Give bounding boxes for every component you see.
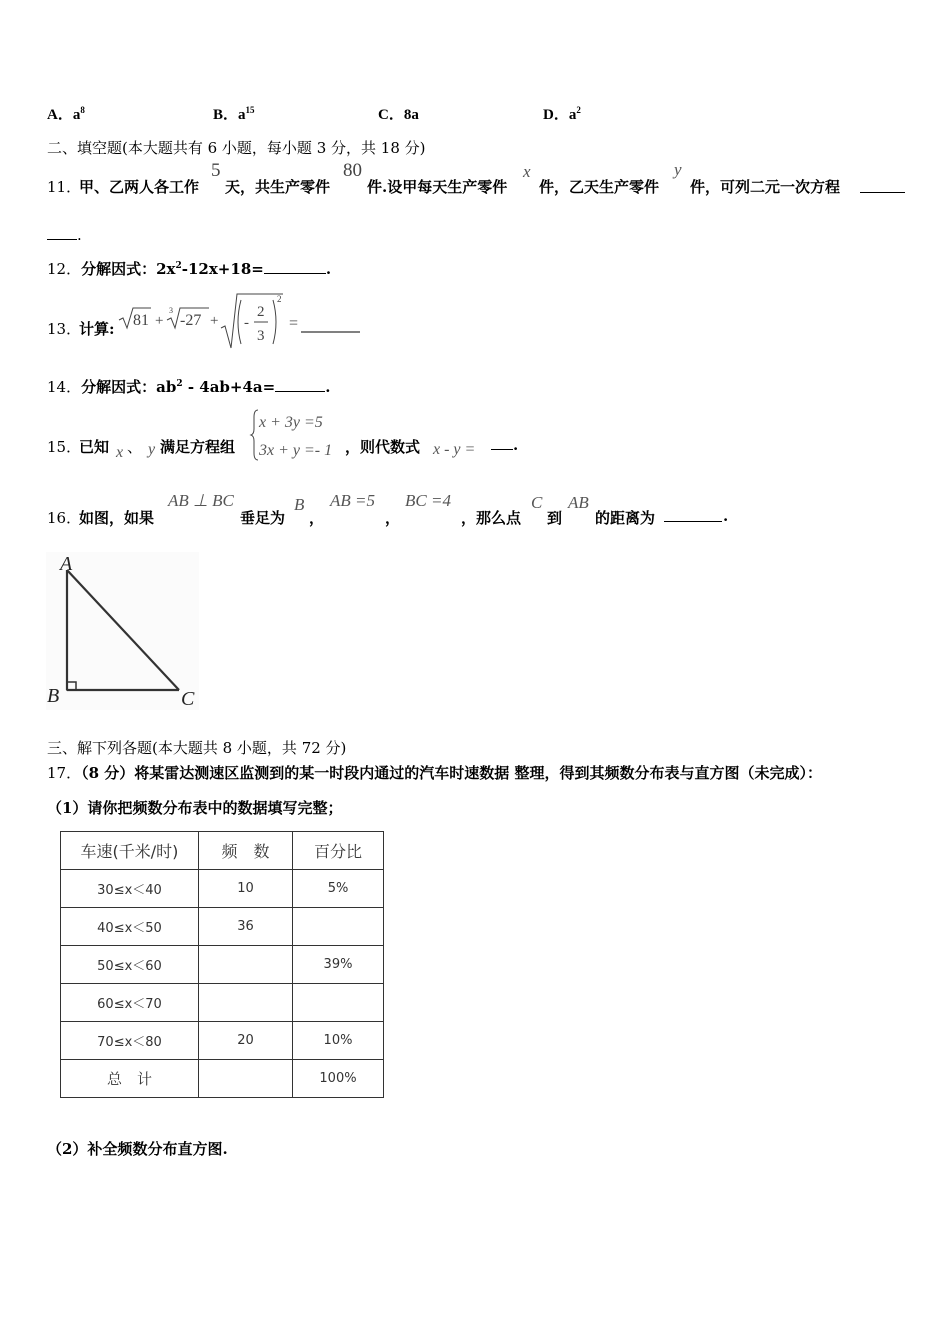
header-percentage: 百分比 — [293, 832, 384, 870]
question-17: 17．（8 分）将某雷达测速区监测到的某一时段内通过的汽车时速数据 整理，得到其频数分布表与直方图（未完成）： — [47, 764, 822, 782]
vertex-c-label: C — [181, 688, 195, 710]
q11-answer-blank-cont[interactable] — [47, 225, 77, 240]
q11-continuation: . — [47, 225, 82, 244]
header-frequency: 频 数 — [199, 832, 293, 870]
q11-text-4: 件，乙天生产零件 — [539, 178, 660, 196]
q16-math-b: B — [294, 495, 305, 514]
q15-equation-system — [249, 407, 359, 463]
section-2-title: 二、填空题(本大题共有 6 小题，每小题 3 分，共 18 分) — [47, 139, 426, 157]
blank-cell[interactable] — [199, 984, 293, 1022]
q11-answer-blank[interactable] — [860, 178, 905, 193]
q15-equation-1: x + 3y =5 — [259, 414, 323, 431]
question-13: 13． 计算: 81 + 3 -27 + - 2 3 2 = — [47, 292, 447, 352]
frequency-table — [60, 831, 384, 1098]
table-row: 70≤x＜80 20 10% — [61, 1022, 384, 1060]
q15-var-x: x — [116, 444, 124, 461]
q16-math-bc4: BC =4 — [405, 491, 451, 510]
question-16: 16． 如图，如果 AB ⊥ BC 垂足为 B ， AB =5 ， BC =4 ，那么点 C 到 AB 的距离为 . — [47, 491, 729, 527]
blank-cell[interactable] — [293, 984, 384, 1022]
header-speed: 车速(千米/时) — [61, 832, 199, 870]
table-header-row — [61, 832, 384, 870]
q11-text-3: 件.设甲每天生产零件 — [367, 178, 508, 196]
table-row-total: 总 计 100% — [61, 1060, 384, 1098]
q13-radical-expression — [117, 292, 417, 352]
q13-radicand-neg27: -27 — [180, 312, 202, 329]
blank-cell[interactable] — [199, 946, 293, 984]
q13-exponent: 2 — [277, 294, 282, 304]
question-14: 14．分解因式：$ab^2 - 4ab+4a=$ . — [47, 378, 331, 396]
option-b: B．$a^{15}$ — [213, 105, 255, 123]
q16-math-ab5: AB =5 — [330, 491, 375, 510]
option-d: D．$a^2$ — [543, 105, 581, 123]
table-row: 30≤x＜40 10 5% — [61, 870, 384, 908]
option-c: C．8a — [378, 107, 419, 123]
q17-part-2: （2）补全频数分布直方图. — [47, 1140, 228, 1158]
option-a: A．$a^8$ — [47, 105, 85, 123]
triangle-figure — [40, 550, 210, 715]
q17-part-1: （1）请你把频数分布表中的数据填写完整； — [47, 799, 343, 817]
table-row: 50≤x＜60 39% — [61, 946, 384, 984]
blank-cell[interactable] — [199, 1060, 293, 1098]
q11-math-80: 80 — [343, 160, 362, 181]
table-row: 40≤x＜50 36 — [61, 908, 384, 946]
q13-equals: = — [289, 315, 299, 332]
q11-math-y: y — [674, 160, 682, 179]
vertex-a-label: A — [60, 553, 73, 575]
q13-plus-1: + — [155, 313, 164, 329]
section-3-title: 三、解下列各题(本大题共 8 小题，共 72 分) — [47, 739, 347, 757]
q16-math-c: C — [531, 493, 543, 512]
q13-radicand-81: 81 — [133, 312, 149, 329]
table-row: 60≤x＜70 — [61, 984, 384, 1022]
q16-math-perp: AB ⊥ BC — [168, 491, 234, 510]
blank-cell[interactable] — [293, 908, 384, 946]
q14-answer-blank[interactable] — [275, 377, 325, 392]
question-15: 15． 已知 x 、 y 满足方程组 x + 3y =5 3x + y =- 1 ，则代数式 x - y = . — [47, 407, 567, 463]
q16-answer-blank[interactable] — [664, 507, 722, 522]
q12-answer-blank[interactable] — [264, 259, 326, 274]
question-12: 12．分解因式：$2x^2-12x+18=$ . — [47, 260, 332, 278]
q15-expression: x - y = — [433, 441, 476, 458]
q11-number: 11． — [47, 178, 82, 196]
q11-math-x: x — [523, 162, 531, 181]
q13-plus-2: + — [210, 313, 219, 329]
q13-root-index: 3 — [169, 306, 173, 315]
q16-math-ab: AB — [568, 493, 589, 512]
question-11 — [47, 160, 917, 200]
q11-text-5: 件，可列二元一次方程 — [690, 178, 841, 196]
vertex-b-label: B — [47, 685, 60, 707]
q11-math-5: 5 — [211, 160, 221, 181]
q11-text-2: 天，共生产零件 — [225, 178, 331, 196]
q15-answer-blank[interactable] — [491, 437, 513, 450]
q13-frac-den: 3 — [257, 328, 265, 344]
q15-var-y: y — [148, 441, 156, 458]
q13-minus: - — [244, 315, 249, 331]
q13-frac-num: 2 — [257, 304, 265, 320]
q15-equation-2: 3x + y =- 1 — [259, 442, 333, 459]
q11-text-1: 甲、乙两人各工作 — [79, 178, 200, 196]
